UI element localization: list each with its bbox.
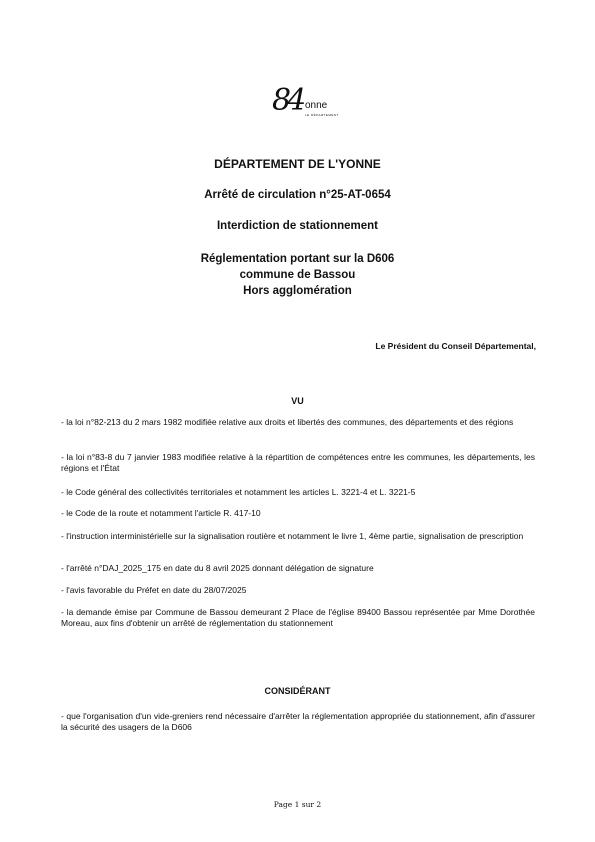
vu-item: - le Code général des collectivités territoriales et notamment les articles L. 3221-4 et L. 3221-5 — [61, 487, 416, 497]
department-title: DÉPARTEMENT DE L'YONNE — [214, 157, 381, 171]
arrete-number: Arrêté de circulation n°25-AT-0654 — [204, 189, 391, 201]
vu-heading: VU — [291, 396, 304, 406]
president-line: Le Président du Conseil Départemental, — [375, 341, 536, 351]
logo-mark: 84 — [272, 83, 303, 118]
arrete-object: Interdiction de stationnement — [216, 220, 378, 232]
reglementation-commune: commune de Bassou — [239, 269, 356, 281]
page-number: Page 1 sur 2 — [273, 800, 322, 809]
vu-item: - la loi n°83-8 du 7 janvier 1983 modifiée relative à la répartition de compétences entre les communes, les départements, les régions et l'État — [61, 452, 535, 473]
considerant-heading: CONSIDÉRANT — [264, 686, 331, 696]
yonne-logo — [272, 83, 342, 122]
reglementation-zone: Hors agglomération — [243, 285, 352, 297]
logo-name: onne — [305, 100, 328, 111]
logo-subtitle: LE DÉPARTEMENT — [305, 113, 339, 117]
vu-item: - l'arrêté n°DAJ_2025_175 en date du 8 avril 2025 donnant délégation de signature — [61, 563, 374, 573]
vu-item: - l'avis favorable du Préfet en date du 28/07/2025 — [61, 585, 247, 595]
vu-item: - la loi n°82-213 du 2 mars 1982 modifiée relative aux droits et libertés des communes, des départements et des régions — [61, 417, 514, 427]
vu-item: - l'instruction interministérielle sur la signalisation routière et notamment le livre 1, 4ème partie, signalisation de prescription — [61, 531, 524, 541]
vu-item: - la demande émise par Commune de Bassou demeurant 2 Place de l'église 89400 Bassou représentée par Mme Dorothée Moreau, aux fins d'obtenir un arrêté de réglementation du stationnement — [61, 607, 535, 628]
vu-item: - le Code de la route et notamment l'article R. 417-10 — [61, 508, 261, 518]
considerant-item: - que l'organisation d'un vide-greniers rend nécessaire d'arrêter la réglementation appropriée du stationnement, afin d'assurer la sécurité des usagers de la D606 — [61, 711, 535, 732]
reglementation-road: Réglementation portant sur la D606 — [200, 253, 395, 265]
